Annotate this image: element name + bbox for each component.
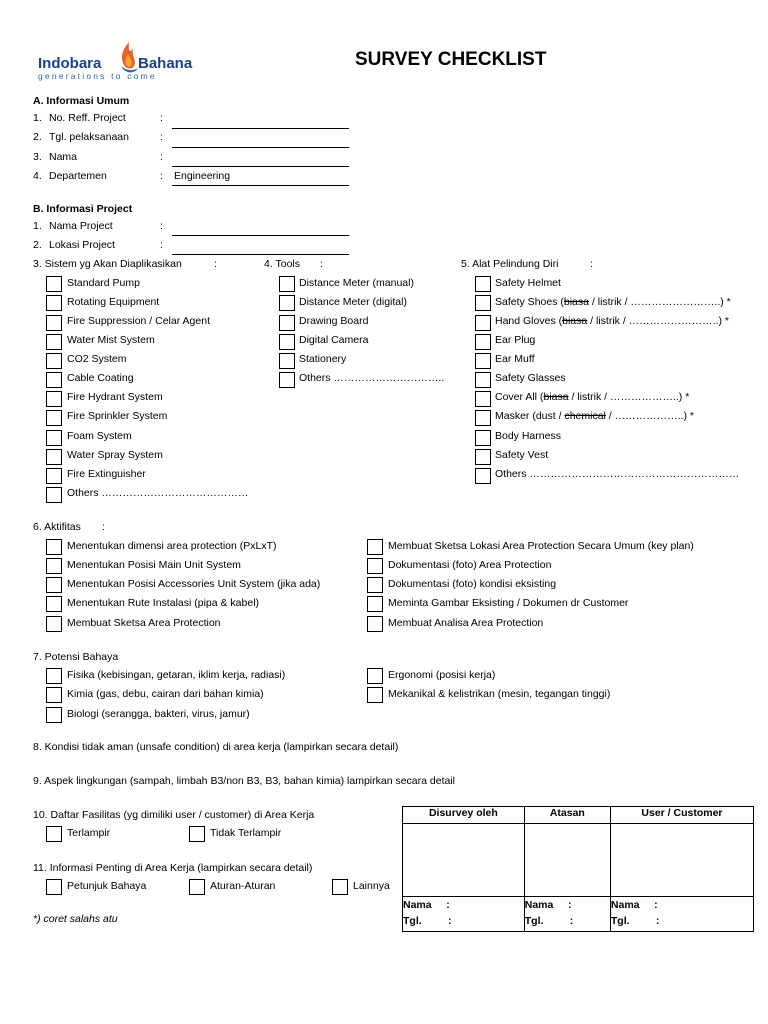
checkbox[interactable] <box>367 558 383 574</box>
checkbox[interactable] <box>367 616 383 632</box>
field-value: Engineering <box>174 170 231 182</box>
checkbox-label: Drawing Board <box>299 315 369 327</box>
checkbox[interactable] <box>475 315 491 331</box>
checkbox-label: Kimia (gas, debu, cairan dari bahan kimia) <box>67 688 264 700</box>
field-label: Nama Project <box>49 220 113 232</box>
checkbox-label: Others …………………………………………………… <box>495 468 740 480</box>
checkbox-label: Membuat Sketsa Lokasi Area Protection Secara Umum (key plan) <box>388 540 694 552</box>
checkbox-label: Stationery <box>299 353 347 365</box>
section-b-heading: B. Informasi Project <box>33 203 133 215</box>
checkbox[interactable] <box>367 539 383 555</box>
checkbox[interactable] <box>46 707 62 723</box>
checkbox-label: Safety Glasses <box>495 372 566 384</box>
checkbox[interactable] <box>46 391 62 407</box>
checkbox[interactable] <box>46 558 62 574</box>
item-9: 9. Aspek lingkungan (sampah, limbah B3/non B3, B3, bahan kimia) lampirkan secara detail <box>33 775 455 787</box>
checkbox-label: Terlampir <box>67 827 111 839</box>
checkbox[interactable] <box>279 334 295 350</box>
checkbox[interactable] <box>279 276 295 292</box>
checkbox-label: Membuat Sketsa Area Protection <box>67 617 221 629</box>
checkbox[interactable] <box>46 430 62 446</box>
checkbox-label: Ergonomi (posisi kerja) <box>388 669 496 681</box>
field-number: 1. <box>33 220 42 232</box>
checkbox-label: Tidak Terlampir <box>210 827 282 839</box>
checkbox[interactable] <box>367 577 383 593</box>
field-number: 2. <box>33 239 42 251</box>
signature-area-customer[interactable] <box>610 824 753 897</box>
checkbox[interactable] <box>475 372 491 388</box>
checkbox-label: Fire Suppression / Celar Agent <box>67 315 210 327</box>
checkbox[interactable] <box>46 596 62 612</box>
colon: : <box>567 899 572 911</box>
sistem-colon: : <box>214 258 217 270</box>
checkbox-label: Distance Meter (digital) <box>299 296 407 308</box>
checkbox-label: Menentukan Rute Instalasi (pipa & kabel) <box>67 597 260 609</box>
checkbox[interactable] <box>46 449 62 465</box>
checkbox[interactable] <box>279 353 295 369</box>
sistem-heading: 3. Sistem yg Akan Diaplikasikan <box>33 258 182 270</box>
field-number: 1. <box>33 112 42 124</box>
checkbox-aturan[interactable] <box>189 879 205 895</box>
apd-heading: 5. Alat Pelindung Diri <box>461 258 559 270</box>
checkbox-label: Aturan-Aturan <box>210 880 276 892</box>
checkbox-label: Distance Meter (manual) <box>299 277 414 289</box>
checkbox[interactable] <box>46 334 62 350</box>
nama-field[interactable] <box>172 166 349 167</box>
aktifitas-colon: : <box>102 521 105 533</box>
checkbox[interactable] <box>475 449 491 465</box>
item-10-heading: 10. Daftar Fasilitas (yg dimiliki user / customer) di Area Kerja <box>33 809 315 821</box>
apd-colon: : <box>590 258 593 270</box>
checkbox[interactable] <box>46 276 62 292</box>
checkbox[interactable] <box>475 295 491 311</box>
checkbox-label: Petunjuk Bahaya <box>67 880 147 892</box>
checkbox[interactable] <box>46 487 62 503</box>
tgl-label: Tgl. <box>524 915 544 927</box>
potensi-heading: 7. Potensi Bahaya <box>33 651 119 663</box>
column-header: Disurvey oleh <box>403 807 525 824</box>
field-number: 3. <box>33 151 42 163</box>
field-number: 2. <box>33 131 42 143</box>
checkbox[interactable] <box>46 668 62 684</box>
checkbox-label: Fisika (kebisingan, getaran, iklim kerja, radiasi) <box>67 669 286 681</box>
section-a-heading: A. Informasi Umum <box>33 95 130 107</box>
checkbox-label: Others …………………………………… <box>67 487 249 499</box>
checkbox-label: Mekanikal & kelistrikan (mesin, tegangan tinggi) <box>388 688 611 700</box>
lokasi-project-field[interactable] <box>172 254 349 255</box>
field-label: Lokasi Project <box>49 239 115 251</box>
checkbox-label: Lainnya <box>353 880 390 892</box>
checkbox-label: Cable Coating <box>67 372 134 384</box>
checkbox-terlampir[interactable] <box>46 826 62 842</box>
footnote: *) coret salahs atu <box>33 913 118 925</box>
checkbox-label: Menentukan Posisi Main Unit System <box>67 559 241 571</box>
tgl-label: Tgl. <box>403 915 422 927</box>
field-label: Nama <box>49 151 78 163</box>
checkbox[interactable] <box>46 315 62 331</box>
checkbox-label: Digital Camera <box>299 334 369 346</box>
checkbox-label: Membuat Analisa Area Protection <box>388 617 544 629</box>
column-header: User / Customer <box>610 807 753 824</box>
checkbox-label: Menentukan dimensi area protection (PxLxT) <box>67 540 277 552</box>
field-colon: : <box>160 131 163 143</box>
checkbox-label: Foam System <box>67 430 132 442</box>
colon: : <box>655 915 660 927</box>
colon: : <box>446 899 450 911</box>
field-number: 4. <box>33 170 42 182</box>
checkbox-label: Rotating Equipment <box>67 296 160 308</box>
checkbox-label: Standard Pump <box>67 277 140 289</box>
field-label: Tgl. pelaksanaan <box>49 131 129 143</box>
checkbox-label: Water Spray System <box>67 449 163 461</box>
checkbox[interactable] <box>46 353 62 369</box>
field-colon: : <box>160 170 163 182</box>
checkbox[interactable] <box>46 295 62 311</box>
tools-colon: : <box>320 258 323 270</box>
checkbox[interactable] <box>46 687 62 703</box>
signature-area-atasan[interactable] <box>524 824 610 897</box>
checkbox-label: Safety Shoes (biasa / listrik / ……………………..) * <box>495 296 731 308</box>
colon: : <box>569 915 574 927</box>
checkbox-label: Fire Extinguisher <box>67 468 146 480</box>
checkbox-lainnya[interactable] <box>332 879 348 895</box>
checkbox-label: Masker (dust / chemical / ………………..) * <box>495 410 694 422</box>
page-title: SURVEY CHECKLIST <box>355 49 547 70</box>
checkbox[interactable] <box>46 372 62 388</box>
checkbox[interactable] <box>46 577 62 593</box>
checkbox[interactable] <box>475 353 491 369</box>
checkbox-label: Cover All (biasa / listrik / ………………..) * <box>495 391 690 403</box>
checkbox[interactable] <box>279 372 295 388</box>
item-11-heading: 11. Informasi Penting di Area Kerja (lampirkan secara detail) <box>33 862 313 874</box>
checkbox-label: Water Mist System <box>67 334 155 346</box>
checkbox[interactable] <box>46 468 62 484</box>
checkbox[interactable] <box>279 295 295 311</box>
colon: : <box>447 915 452 927</box>
checkbox-label: Hand Gloves (biasa / listrik / ……………………..) * <box>495 315 729 327</box>
item-8: 8. Kondisi tidak aman (unsafe condition) di area kerja (lampirkan secara detail) <box>33 741 399 753</box>
nama-label: Nama <box>524 899 554 911</box>
checkbox-label: Meminta Gambar Eksisting / Dokumen dr Customer <box>388 597 629 609</box>
colon: : <box>654 899 658 911</box>
nama-label: Nama <box>610 899 640 911</box>
checkbox[interactable] <box>475 276 491 292</box>
field-colon: : <box>160 112 163 124</box>
checkbox[interactable] <box>367 687 383 703</box>
checkbox[interactable] <box>46 539 62 555</box>
checkbox-label: Biologi (serangga, bakteri, virus, jamur) <box>67 708 250 720</box>
logo-text-left: Indobara <box>38 55 102 72</box>
departemen-field[interactable] <box>172 185 349 186</box>
checkbox-label: Dokumentasi (foto) Area Protection <box>388 559 552 571</box>
checkbox-petunjuk-bahaya[interactable] <box>46 879 62 895</box>
tools-heading: 4. Tools <box>264 258 300 270</box>
checkbox-label: Ear Plug <box>495 334 536 346</box>
checkbox-label: Safety Vest <box>495 449 549 461</box>
checkbox-label: Menentukan Posisi Accessories Unit System (jika ada) <box>67 578 321 590</box>
logo-text-right: Bahana <box>138 55 193 72</box>
checkbox-label: CO2 System <box>67 353 127 365</box>
logo-tagline: generations to come <box>38 71 157 81</box>
checkbox[interactable] <box>475 468 491 484</box>
checkbox-tidak-terlampir[interactable] <box>189 826 205 842</box>
tgl-label: Tgl. <box>610 915 630 927</box>
checkbox-label: Fire Hydrant System <box>67 391 163 403</box>
reff-project-field[interactable] <box>172 128 349 129</box>
tgl-pelaksanaan-field[interactable] <box>172 147 349 148</box>
checkbox[interactable] <box>46 410 62 426</box>
checkbox-label: Dokumentasi (foto) kondisi eksisting <box>388 578 557 590</box>
checkbox[interactable] <box>367 596 383 612</box>
checkbox[interactable] <box>279 315 295 331</box>
checkbox-label: Others ………………………….. <box>299 372 445 384</box>
aktifitas-heading: 6. Aktifitas <box>33 521 81 533</box>
checkbox[interactable] <box>475 334 491 350</box>
field-colon: : <box>160 151 163 163</box>
signature-info <box>524 897 610 932</box>
nama-project-field[interactable] <box>172 235 349 236</box>
signature-table <box>402 806 754 932</box>
field-colon: : <box>160 239 163 251</box>
signature-info <box>610 897 753 932</box>
signature-area-surveyor[interactable] <box>403 824 525 897</box>
field-label: No. Reff. Project <box>49 112 126 124</box>
column-header: Atasan <box>524 807 610 824</box>
checkbox-label: Safety Helmet <box>495 277 561 289</box>
checkbox-label: Fire Sprinkler System <box>67 410 168 422</box>
checkbox[interactable] <box>46 616 62 632</box>
checkbox[interactable] <box>475 391 491 407</box>
checkbox[interactable] <box>475 430 491 446</box>
field-colon: : <box>160 220 163 232</box>
checkbox[interactable] <box>367 668 383 684</box>
signature-info <box>403 897 525 932</box>
checkbox-label: Ear Muff <box>495 353 535 365</box>
checkbox-label: Body Harness <box>495 430 561 442</box>
field-label: Departemen <box>49 170 107 182</box>
nama-label: Nama <box>403 899 432 911</box>
checkbox[interactable] <box>475 410 491 426</box>
